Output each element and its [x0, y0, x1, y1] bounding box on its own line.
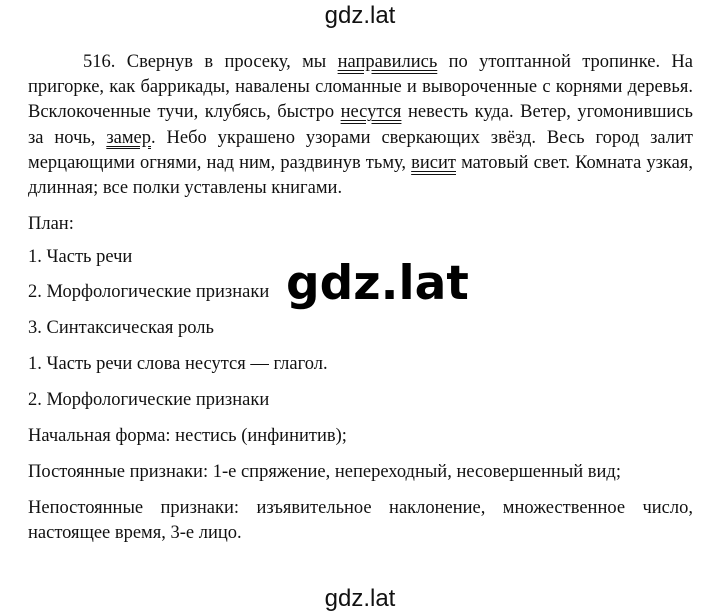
analysis-morph-heading: 2. Морфологические признаки [28, 390, 270, 410]
watermark-bottom: gdz.lat [324, 585, 396, 612]
plan-item: 2. Морфологические признаки [28, 282, 270, 302]
exercise-text-part: невесть куда. Ветер, угомонившись за ночь, [28, 102, 693, 148]
underlined-word: несутся [340, 102, 402, 123]
underlined-word: направились [337, 52, 438, 72]
exercise-text [28, 50, 693, 201]
underlined-word: висит [411, 152, 456, 173]
analysis-constant-features: Постоянные признаки: 1-е спряжение, непереходный, несовершенный вид; [28, 462, 621, 482]
analysis-initial-form: Начальная форма: нестись (инфинитив); [28, 426, 347, 446]
analysis-part-of-speech: 1. Часть речи слова несутся — глагол. [28, 354, 328, 374]
exercise-text-part: 516. Свернув в просеку, мы [83, 52, 338, 72]
plan-item: 1. Часть речи [28, 247, 133, 267]
exercise-text-part: . Небо украшено узорами сверкающих звёзд. Весь город залит мерцающими огнями, над ним, раздвинув тьму, [28, 127, 694, 173]
watermark-top: gdz.lat [324, 2, 396, 29]
exercise-text-part: по утоптанной тропинке. На пригорке, как баррикады, навалены сломанные и вывороченные с корнями деревья. Всклокоченные тучи, клубясь, быстро [28, 52, 694, 123]
plan-item: 3. Синтаксическая роль [28, 318, 214, 338]
plan-title: План: [28, 214, 74, 234]
underlined-word: замер [106, 127, 152, 148]
watermark-center: gdz.lat [286, 256, 469, 311]
analysis-variable-features: Непостоянные признаки: изъявительное наклонение, множественное число, настоящее время, 3-е лицо. [28, 498, 693, 543]
exercise-text-part: матовый свет. Комната узкая, длинная; все полки уставлены книгами. [28, 152, 693, 199]
